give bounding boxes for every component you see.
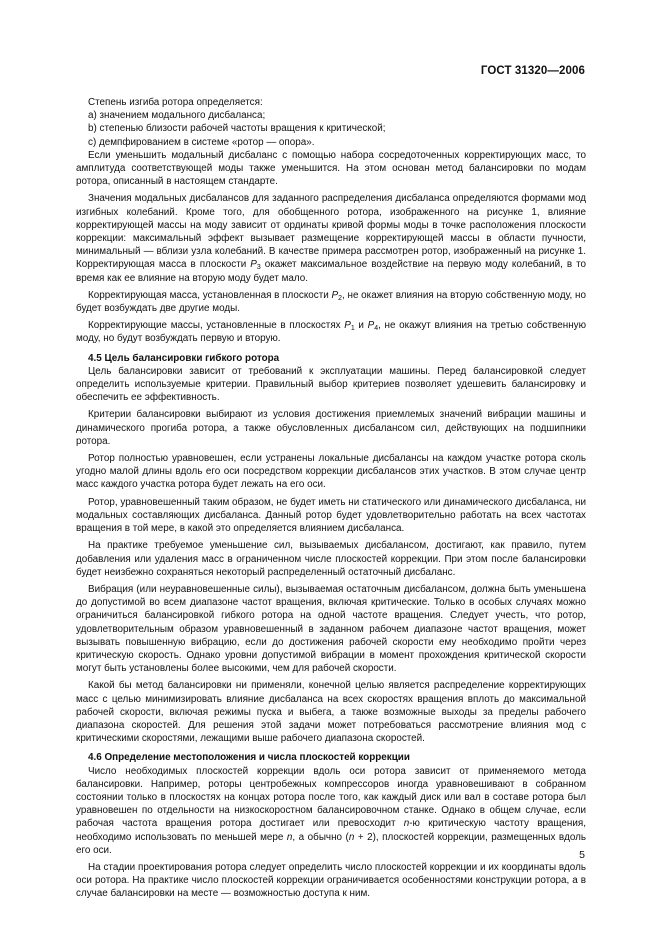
paragraph: Ротор полностью уравновешен, если устранены локальные дисбалансы на каждом участке ротора сколь угодно малой длины вдоль его оси посредством коррекции дисбалансов этих участков. В этом случае центр масс каждого участка ротора будет лежать на его оси. bbox=[76, 453, 586, 491]
document-body bbox=[76, 96, 586, 901]
paragraph: Цель балансировки зависит от требований к эксплуатации машины. Перед балансировкой следует определить используемые критерии. Правильный выбор критериев позволяет удешевить балансировку и обеспечить ее эффективность. bbox=[76, 365, 586, 404]
paragraph: На стадии проектирования ротора следует определить число плоскостей коррекции и их координаты вдоль оси ротора. На практике число плоскостей коррекции ограничивается особенностями конструкции ротора, а в случае балансировки на месте — возможностью доступа к ним. bbox=[76, 861, 586, 900]
list-item: a) значением модального дисбаланса; bbox=[88, 110, 266, 122]
list-item: c) демпфированием в системе «ротор — опора». bbox=[88, 136, 315, 148]
paragraph: На практике требуемое уменьшение сил, вызываемых дисбалансом, достигают, как правило, путем добавления или удаления масс в ограниченном числе плоскостей коррекции. При этом после балансировки будет неизбежно сохраняться некоторый распределенный остаточный дисбаланс. bbox=[76, 540, 586, 578]
paragraph: Критерии балансировки выбирают из условия достижения приемлемых значений вибрации машины и динамического прогиба ротора, а также обусловленных дисбалансом сил, действующих на подшипники ротора. bbox=[76, 409, 586, 447]
document-code: ГОСТ 31320—2006 bbox=[480, 65, 585, 77]
paragraph: Корректирующая масса, установленная в плоскости $P_2$, не окажет влияния на вторую собственную моду, но будет возбуждать две другие моды. bbox=[76, 289, 586, 315]
section-heading: 4.6 Определение местоположения и числа плоскостей коррекции bbox=[88, 752, 410, 764]
paragraph: Ротор, уравновешенный таким образом, не будет иметь ни статического или динамического дисбаланса, ни модальных составляющих дисбаланса. Данный ротор будет удовлетворительно работать на всех частотах вращения в той мере, в какой это определяется влиянием дисбаланса. bbox=[76, 496, 586, 535]
paragraph: Корректирующие массы, установленные в плоскостях $P_1$ и $P_4$, не окажут влияния на третью собственную моду, но будут возбуждать первую и вторую. bbox=[76, 320, 586, 345]
paragraph: Число необходимых плоскостей коррекции вдоль оси ротора зависит от применяемого метода балансировки. Например, роторы центробежных компрессоров иногда уравновешивают в собранном состоянии только в плоскостях на концах ротора после того, как каждый диск или вал в составе ротора был уравновешен по отдельности на низкоскоростном балансировочном станке. Однако в общем случае, если рабочая частота вращения ротора достигает или превосходит n-ю критическую частоту вращения, необходимо использовать по меньшей мере n, а обычно (n + 2), плоскостей коррекции, размещенных вдоль его оси. bbox=[76, 765, 587, 856]
paragraph: Если уменьшить модальный дисбаланс с помощью набора сосредоточенных корректирующих масс, то амплитуда соответствующей моды также уменьшится. На этом основан метод балансировки по модам ротора, описанный в настоящем стандарте. bbox=[76, 149, 586, 188]
paragraph: Вибрация (или неуравновешенные силы), вызываемая остаточным дисбалансом, должна быть уменьшена до допустимой во всем диапазоне частот вращения, включая критические. Только в особых случаях можно ограничиться балансировкой гибкого ротора на одной частоте вращения. Следует учесть, что ротор, удовлетворительным образом уравновешенный в заданном рабочем диапазоне частот вращения, может вызывать повышенную вибрацию, если до достижения рабочей скорости ему необходимо пройти через критическую скорость. Однако уровни допустимой вибрации в момент прохождения критической скорости могут быть установлены более высокими, чем для рабочей скорости. bbox=[76, 583, 586, 675]
paragraph: Какой бы метод балансировки ни применяли, конечной целью является распределение корректирующих масс с целью минимизировать влияние дисбаланса на всех скоростях вращения вплоть до максимальной рабочей скорости, включая режимы пуска и выбега, а также возможные выходы за пределы рабочего диапазона скоростей. Для решения этой задачи может потребоваться рассмотрение влияния мод с критическими скоростями, лежащими выше рабочего диапазона скоростей. bbox=[76, 680, 586, 745]
section-heading: 4.5 Цель балансировки гибкого ротора bbox=[88, 352, 280, 364]
list-item: b) степенью близости рабочей частоты вращения к критической; bbox=[88, 123, 386, 135]
paragraph: Степень изгиба ротора определяется: bbox=[88, 97, 263, 108]
paragraph: Значения модальных дисбалансов для заданного распределения дисбаланса определяются формами мод изгибных колебаний. Кроме того, для обобщенного ротора, изображенного на рисунке 1, влияние корректирующей массы на моду зависит от ординаты кривой формы моды в точке расположения плоскости коррекции: максимальный эффект вызывает размещение корректирующей массы в области пучности, минимальный — вблизи узла колебаний. В качестве примера рассмотрен ротор, изображенный на рисунке 1. Корректирующая масса в плоскости $P_3$ окажет максимальное воздействие на первую моду колебаний, в то время как ее влияние на вторую моду будет мало. bbox=[76, 193, 586, 284]
page-number: 5 bbox=[579, 849, 585, 861]
